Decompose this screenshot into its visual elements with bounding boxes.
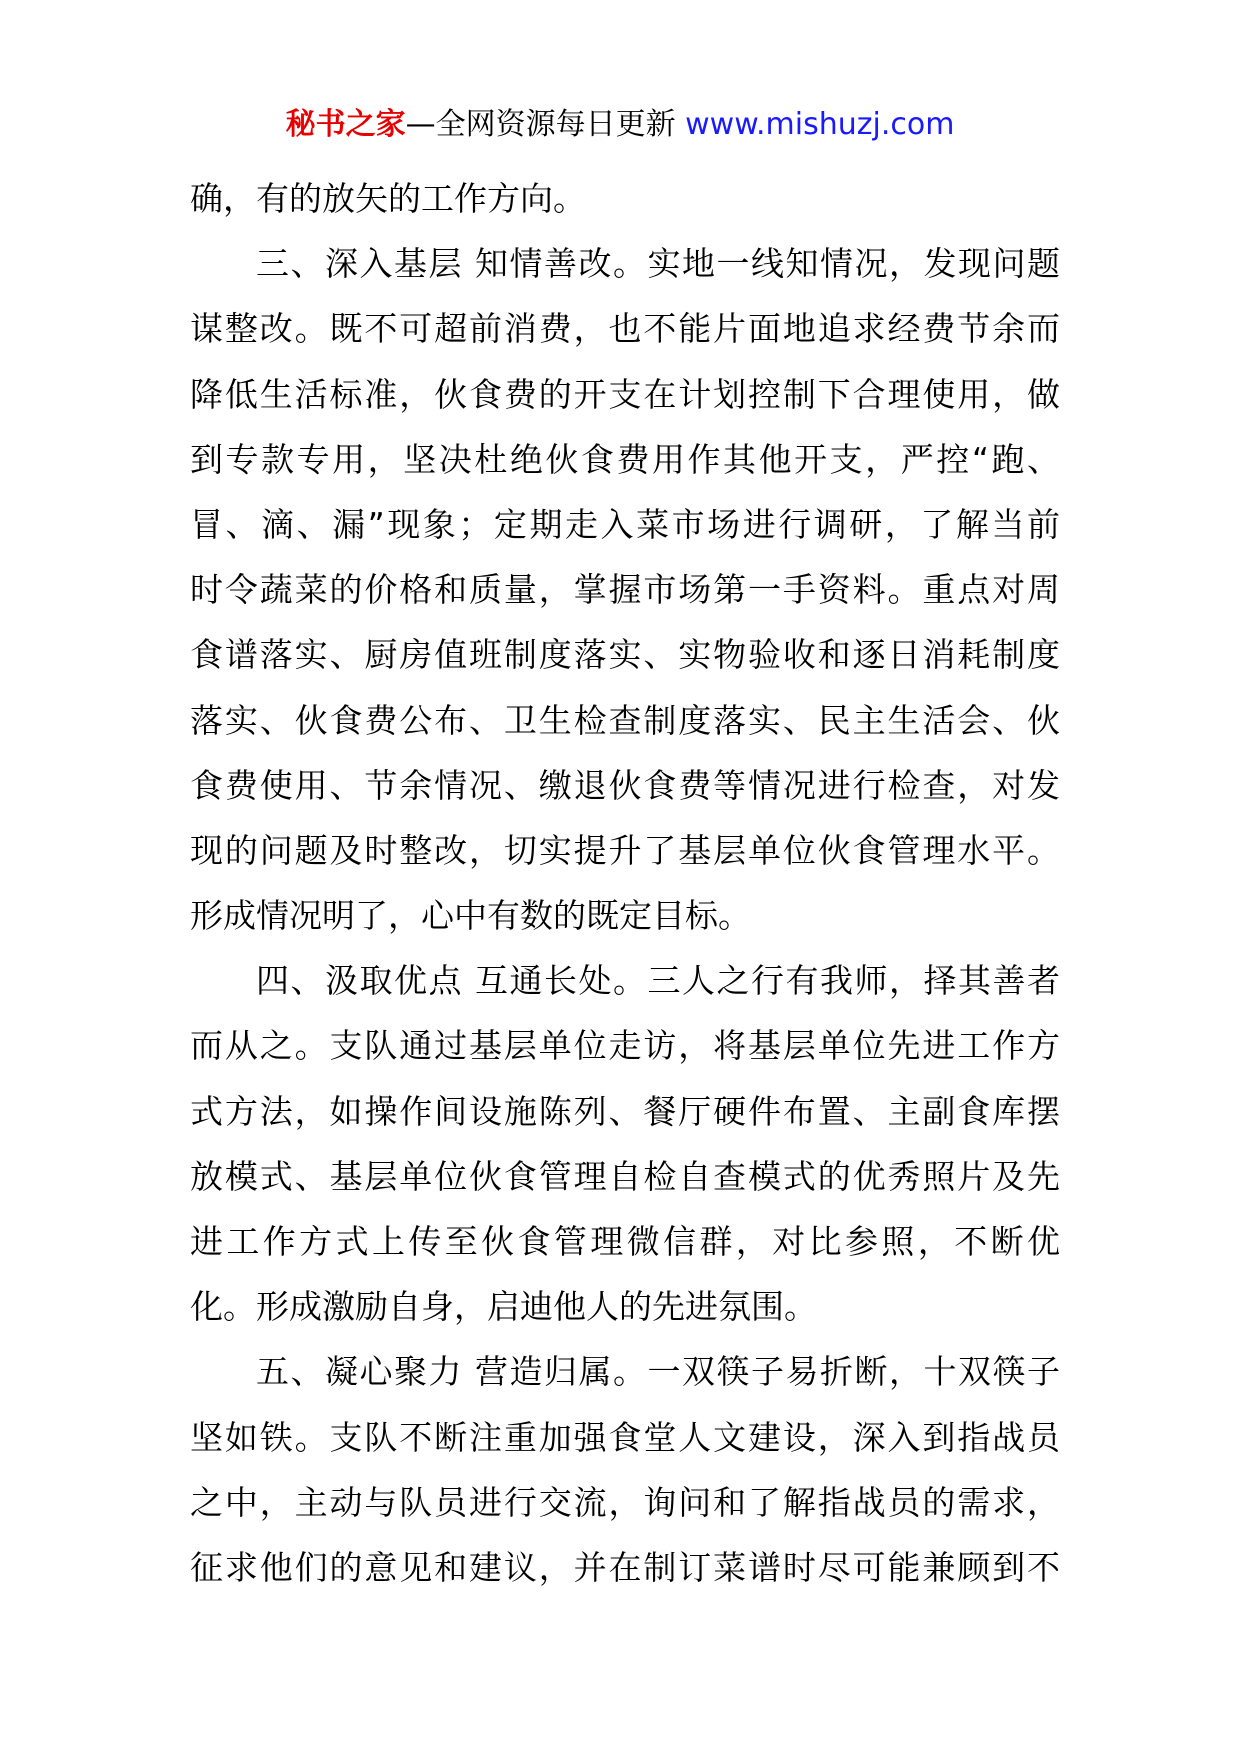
text-line: 形成情况明了，心中有数的既定目标。	[190, 896, 751, 936]
text-line: 征求他们的意见和建议，并在制订菜谱时尽可能兼顾到不	[190, 1547, 1060, 1587]
text-line: 之中，主动与队员进行交流，询问和了解指战员的需求，	[190, 1482, 1060, 1522]
text-line: 五、凝心聚力 营造归属。一双筷子易折断，十双筷子	[256, 1352, 1060, 1392]
text-line: 现的问题及时整改，切实提升了基层单位伙食管理水平。	[190, 830, 1060, 870]
text-line: 食费使用、节余情况、缴退伙食费等情况进行检查，对发	[190, 765, 1060, 805]
text-line: 食谱落实、厨房值班制度落实、实物验收和逐日消耗制度	[190, 635, 1060, 675]
text-line: 进工作方式上传至伙食管理微信群，对比参照，不断优	[190, 1222, 1060, 1261]
text-line: 三、深入基层 知情善改。实地一线知情况，发现问题	[256, 244, 1060, 284]
text-line: 降低生活标准，伙食费的开支在计划控制下合理使用，做	[190, 374, 1060, 414]
text-line: 确，有的放矢的工作方向。	[190, 179, 586, 218]
text-line: 坚如铁。支队不断注重加强食堂人文建设，深入到指战员	[190, 1417, 1060, 1457]
text-line: 到专款专用，坚决杜绝伙食费用作其他开支，严控“跑、	[190, 439, 1060, 479]
text-line: 四、汲取优点 互通长处。三人之行有我师，择其善者	[256, 961, 1060, 1001]
document-body	[190, 166, 1060, 1600]
text-line: 冒、滴、漏”现象；定期走入菜市场进行调研，了解当前	[190, 504, 1060, 544]
site-url[interactable]: www.mishuzj.com	[685, 107, 955, 142]
text-line: 时令蔬菜的价格和质量，掌握市场第一手资料。重点对周	[190, 570, 1060, 610]
text-line: 而从之。支队通过基层单位走访，将基层单位先进工作方	[190, 1026, 1060, 1066]
text-line: 谋整改。既不可超前消费，也不能片面地追求经费节余而	[190, 309, 1060, 349]
text-line: 落实、伙食费公布、卫生检查制度落实、民主生活会、伙	[190, 700, 1060, 740]
site-tagline: —全网资源每日更新	[405, 107, 676, 142]
text-line: 化。形成激励自身，启迪他人的先进氛围。	[190, 1287, 817, 1327]
site-brand: 秘书之家	[285, 107, 406, 142]
site-header	[0, 100, 1240, 150]
text-line: 放模式、基层单位伙食管理自检自查模式的优秀照片及先	[190, 1156, 1060, 1196]
text-line: 式方法，如操作间设施陈列、餐厅硬件布置、主副食库摆	[190, 1091, 1060, 1131]
